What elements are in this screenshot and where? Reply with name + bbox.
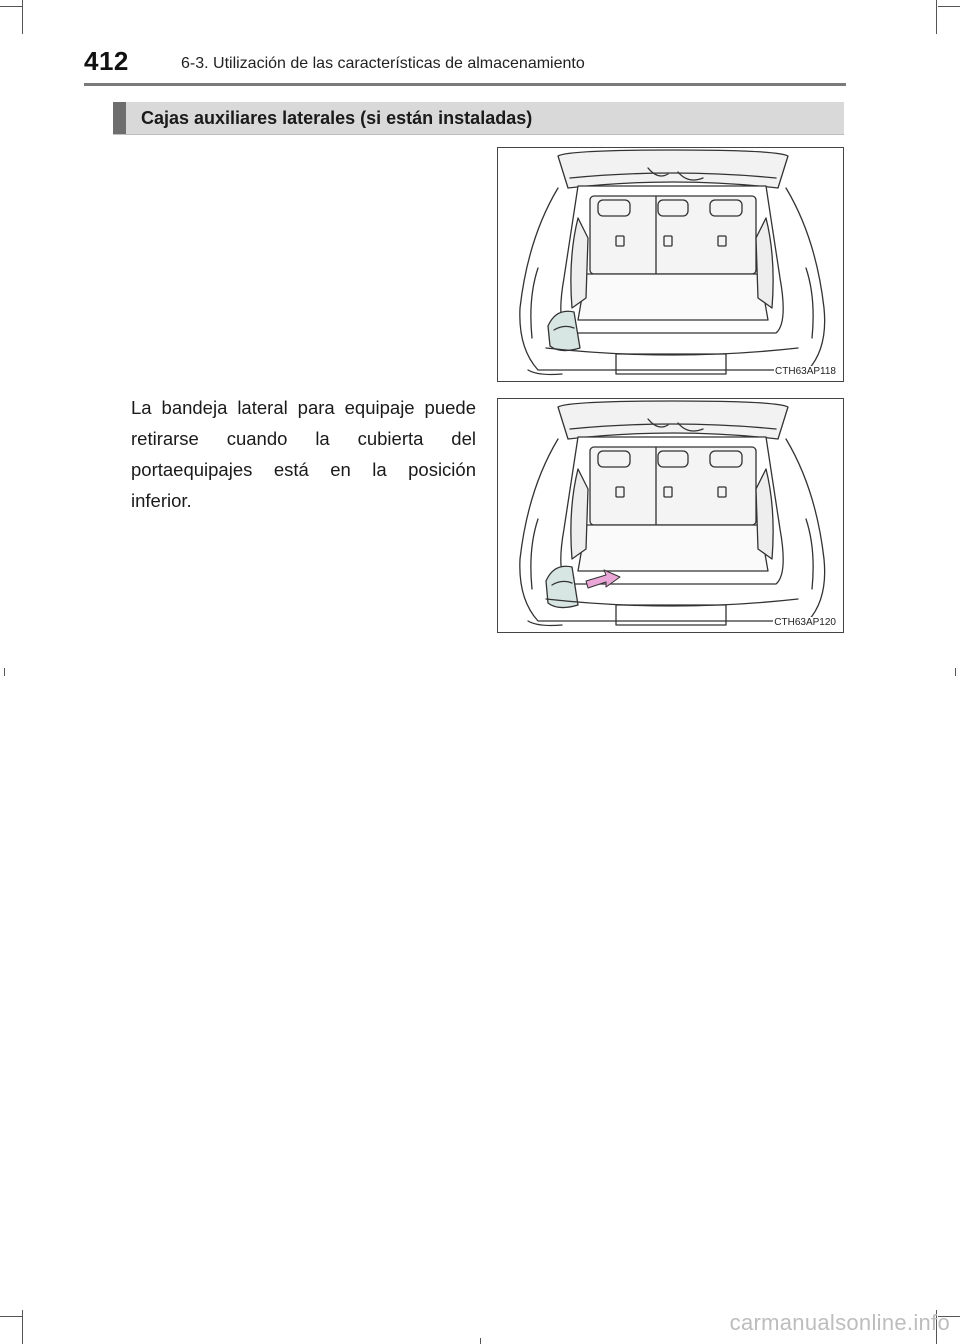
figure-trunk-side-box-removal	[497, 398, 844, 633]
crop-mark	[22, 0, 23, 34]
figure-trunk-side-box	[497, 147, 844, 382]
crop-mark	[0, 6, 22, 7]
crop-mark	[938, 6, 960, 7]
crop-mark	[480, 1338, 481, 1344]
section-title: Cajas auxiliares laterales (si están instaladas)	[141, 108, 533, 128]
header-divider	[84, 83, 846, 86]
section-heading-bar	[113, 102, 844, 135]
trunk-side-box-removal-illustration	[498, 399, 844, 633]
body-paragraph: La bandeja lateral para equipaje puede retirarse cuando la cubierta del portaequipajes está en la posición inferior.	[131, 397, 476, 511]
crop-mark	[4, 668, 5, 676]
section-accent	[113, 102, 126, 134]
crop-mark	[936, 0, 937, 34]
page-number: 412	[84, 46, 129, 76]
figure-code: CTH63AP118	[775, 366, 836, 377]
chapter-title: 6-3. Utilización de las características de almacenamiento	[181, 55, 585, 72]
crop-mark	[0, 1316, 22, 1317]
watermark: carmanualsonline.info	[729, 1310, 950, 1335]
crop-mark	[955, 668, 956, 676]
figure-code: CTH63AP120	[774, 617, 836, 628]
crop-mark	[22, 1310, 23, 1344]
trunk-side-box-illustration	[498, 148, 844, 382]
